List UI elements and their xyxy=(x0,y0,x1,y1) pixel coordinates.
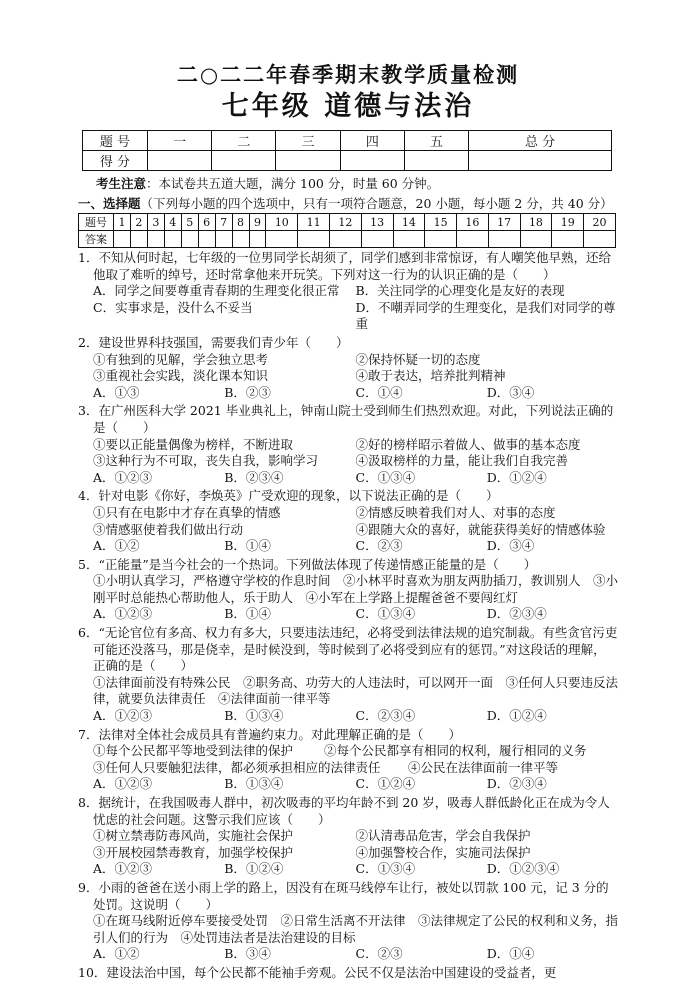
answer-number-cell: 19 xyxy=(552,214,584,231)
score-cell: 二 xyxy=(212,131,276,151)
option-c[interactable]: C．①③④ xyxy=(355,469,416,485)
option-c[interactable]: C．②③ xyxy=(355,538,403,554)
question-stem: 6．“无论官位有多高、权力有多大，只要违法违纪，必将受到法律法规的追究制裁。有些贪官污吏可能还没落马，那是侥幸，是时候没到，等时候到了必将受到应有的惩罚。”对这段话的理解，正确的是（ ） xyxy=(78,625,618,674)
statement-item: ①有独到的见解，学会独立思考 xyxy=(93,351,269,367)
answer-blank-cell[interactable] xyxy=(164,231,181,248)
answer-blank-cell[interactable] xyxy=(393,231,425,248)
answer-blank-cell[interactable] xyxy=(298,231,330,248)
statements-row xyxy=(78,760,618,777)
score-table-header-row xyxy=(83,131,612,151)
question-stem: 5．“正能量”是当今社会的一个热词。下列做法体现了传递情感正能量的是（ ） xyxy=(78,556,537,572)
statement-item: ①树立禁毒防毒风尚，实施社会保护 xyxy=(93,828,294,844)
option-d[interactable]: D．③④ xyxy=(486,384,535,400)
option-d[interactable]: D．②③④ xyxy=(486,606,547,622)
answer-number-cell: 11 xyxy=(298,214,330,231)
statement-item: ③这种行为不可取，丧失自我，影响学习 xyxy=(93,453,319,469)
answer-number-cell: 2 xyxy=(130,214,147,231)
option-d[interactable]: D．①②③④ xyxy=(486,861,560,877)
answer-blank-cell[interactable] xyxy=(249,231,266,248)
options-row xyxy=(78,861,618,878)
statement-item: ②每个公民都享有相同的权利，履行相同的义务 xyxy=(324,743,587,759)
option-b[interactable]: B．①④ xyxy=(224,606,271,622)
statement-item: ①每个公民都平等地受到法律的保护 xyxy=(93,743,294,759)
option-c[interactable]: C．①②④ xyxy=(355,776,416,792)
option-b[interactable]: B．①③④ xyxy=(224,776,284,792)
option-b[interactable]: B．关注同学的心理变化是友好的表现 xyxy=(355,283,565,299)
options-row xyxy=(78,776,618,793)
score-blank-cell[interactable] xyxy=(212,151,276,171)
score-cell: 题 号 xyxy=(83,131,148,151)
answer-blank-cell[interactable] xyxy=(215,231,232,248)
statements-row xyxy=(78,845,618,862)
option-b[interactable]: B．②③④ xyxy=(224,469,284,485)
exam-title: 二○二二年春季期末教学质量检测 xyxy=(176,62,520,87)
option-d[interactable]: D．①②④ xyxy=(486,469,547,485)
statement-item: ③任何人只要触犯法律，都必须承担相应的法律责任 xyxy=(93,759,381,775)
score-blank-cell[interactable] xyxy=(276,151,340,171)
score-cell: 一 xyxy=(148,131,212,151)
answer-header-cell: 题号 xyxy=(79,214,114,231)
answer-number-cell: 1 xyxy=(114,214,131,231)
question-1 xyxy=(78,250,618,333)
option-a[interactable]: A．①②③ xyxy=(93,861,153,877)
option-d[interactable]: D．①②④ xyxy=(486,708,547,724)
answer-number-cell: 17 xyxy=(488,214,520,231)
statements-row xyxy=(78,352,618,369)
score-table-score-row xyxy=(83,151,612,171)
statement-item: ②保持怀疑一切的态度 xyxy=(355,351,481,367)
answer-table-number-row xyxy=(79,214,616,231)
question-3 xyxy=(78,403,618,486)
option-a[interactable]: A．①② xyxy=(93,946,140,962)
answer-number-cell: 15 xyxy=(425,214,457,231)
answer-header-cell: 答案 xyxy=(79,231,114,248)
statement-item: ②好的榜样昭示着做人、做事的基本态度 xyxy=(355,436,581,452)
statement-item: ④敢于表达，培养批判精神 xyxy=(355,368,506,384)
statement-item: ③开展校园禁毒教育，加强学校保护 xyxy=(93,844,294,860)
answer-number-cell: 14 xyxy=(393,214,425,231)
answer-blank-cell[interactable] xyxy=(329,231,361,248)
statement-item: ②认清毒品危害，学会自我保护 xyxy=(355,828,531,844)
options-row xyxy=(78,708,618,725)
option-a[interactable]: A．①②③ xyxy=(93,708,153,724)
options-row xyxy=(78,283,618,300)
answer-blank-cell[interactable] xyxy=(198,231,215,248)
answer-number-cell: 3 xyxy=(147,214,164,231)
option-a[interactable]: A．①②③ xyxy=(93,776,153,792)
statement-item: ②情感反映着我们对人、对事的态度 xyxy=(355,504,556,520)
answer-blank-cell[interactable] xyxy=(584,231,616,248)
question-stem: 8．据统计，在我国吸毒人群中，初次吸毒的平均年龄不到 20 岁，吸毒人群低龄化正在成为令人忧虑的社会问题。这警示我们应该（ ） xyxy=(78,795,610,827)
score-table xyxy=(82,130,612,171)
question-5 xyxy=(78,557,618,623)
option-d[interactable]: D．③④ xyxy=(486,538,535,554)
statements-row xyxy=(78,437,618,454)
question-6 xyxy=(78,625,618,725)
answer-blank-cell[interactable] xyxy=(232,231,249,248)
option-a[interactable]: A．①②③ xyxy=(93,606,153,622)
question-stem: 3．在广州医科大学 2021 毕业典礼上，钟南山院士受到师生们热烈欢迎。对此，下列说法正确的是（ ） xyxy=(78,403,614,435)
answer-number-cell: 20 xyxy=(584,214,616,231)
score-blank-cell[interactable] xyxy=(148,151,212,171)
statement-item: ①要以正能量偶像为榜样，不断进取 xyxy=(93,436,294,452)
answer-blank-cell[interactable] xyxy=(425,231,457,248)
notice-label: 考生注意 xyxy=(96,176,147,191)
answer-blank-cell[interactable] xyxy=(181,231,198,248)
answer-number-cell: 18 xyxy=(520,214,552,231)
question-stem: 10．建设法治中国，每个公民都不能袖手旁观。公民不仅是法治中国建设的受益者，更 xyxy=(78,964,557,980)
statement-item: ④加强警校合作，实施司法保护 xyxy=(355,844,531,860)
answer-blank-cell[interactable] xyxy=(552,231,584,248)
answer-number-cell: 13 xyxy=(361,214,393,231)
answer-blank-cell[interactable] xyxy=(266,231,298,248)
statement-item: ④汲取榜样的力量，能让我们自我完善 xyxy=(355,453,569,469)
option-b[interactable]: B．①③④ xyxy=(224,708,284,724)
question-stem: 9．小雨的爸爸在送小雨上学的路上，因没有在斑马线停车让行，被处以罚款 100 元，记 3 分的处罚。这说明（ ） xyxy=(78,879,609,912)
option-b[interactable]: B．①④ xyxy=(224,538,271,554)
section-heading xyxy=(78,196,618,212)
statements-row xyxy=(78,743,618,760)
answer-number-cell: 10 xyxy=(266,214,298,231)
exam-subject-title: 七年级 道德与法治 xyxy=(221,91,475,122)
options-row xyxy=(78,470,618,487)
option-a[interactable]: A．①③ xyxy=(93,384,140,400)
option-d[interactable]: D．①④ xyxy=(486,946,535,962)
score-cell: 三 xyxy=(276,131,340,151)
answer-number-cell: 6 xyxy=(198,214,215,231)
options-row xyxy=(78,538,618,555)
answer-blank-cell[interactable] xyxy=(457,231,489,248)
statement-item: ④公民在法律面前一律平等 xyxy=(408,759,559,775)
statements-text: ①在斑马线附近停车要接受处罚 ②日常生活离不开法律 ③法律规定了公民的权利和义务，指引人们的行为 ④处罚违法者是法治建设的目标 xyxy=(93,913,619,945)
question-stem: 1．不知从何时起，七年级的一位男同学长胡须了，同学们感到非常惊讶，有人嘲笑他早熟，还给他取了难听的绰号，还时常拿他来开玩笑。下列对这一行为的认识正确的是（ ） xyxy=(78,250,611,282)
option-c[interactable]: C．①③④ xyxy=(355,861,416,877)
statement-item: ③情感驱使着我们做出行动 xyxy=(93,521,244,537)
option-b[interactable]: B．①②④ xyxy=(224,861,284,877)
section-title: 一、选择题 xyxy=(78,196,141,211)
answer-number-cell: 16 xyxy=(457,214,489,231)
score-blank-cell[interactable] xyxy=(340,151,404,171)
statements-row xyxy=(78,828,618,845)
answer-table-answer-row xyxy=(79,231,616,248)
option-a[interactable]: A．同学之间要尊重青春期的生理变化很正常 xyxy=(93,283,340,299)
answer-number-cell: 4 xyxy=(164,214,181,231)
answer-blank-cell[interactable] xyxy=(130,231,147,248)
section-description: （下列每小题的四个选项中，只有一项符合题意，20 小题，每小题 2 分，共 40 分） xyxy=(140,196,613,211)
option-d[interactable]: D．②③④ xyxy=(486,776,547,792)
answer-blank-cell[interactable] xyxy=(488,231,520,248)
answer-number-cell: 5 xyxy=(181,214,198,231)
score-cell: 四 xyxy=(340,131,404,151)
answer-blank-cell[interactable] xyxy=(114,231,131,248)
answer-number-cell: 9 xyxy=(249,214,266,231)
score-cell: 五 xyxy=(404,131,468,151)
question-2 xyxy=(78,335,618,401)
options-row xyxy=(78,385,618,402)
question-7 xyxy=(78,727,618,793)
option-c[interactable]: C．②③ xyxy=(355,946,403,962)
question-4 xyxy=(78,488,618,554)
answer-number-cell: 12 xyxy=(329,214,361,231)
option-b[interactable]: B．③④ xyxy=(224,946,271,962)
statements-row xyxy=(78,522,618,539)
answer-blank-cell[interactable] xyxy=(147,231,164,248)
options-row xyxy=(78,946,618,963)
score-blank-cell[interactable] xyxy=(404,151,468,171)
statement-item: ①只有在电影中才存在真挚的情感 xyxy=(93,504,281,520)
statements-row xyxy=(78,505,618,522)
answer-table xyxy=(78,213,616,248)
statements-text: ①法律面前没有特殊公民 ②职务高、功劳大的人违法时，可以网开一面 ③任何人只要违反法律，就要负法律责任 ④法律面前一律平等 xyxy=(93,674,619,707)
options-row xyxy=(78,606,618,623)
score-blank-cell[interactable] xyxy=(469,151,612,171)
options-row xyxy=(78,300,618,333)
option-c[interactable]: C．实事求是，没什么不妥当 xyxy=(93,299,253,315)
answer-blank-cell[interactable] xyxy=(520,231,552,248)
exam-notice xyxy=(96,175,618,192)
statement-item: ③重视社会实践，淡化课本知识 xyxy=(93,368,269,384)
statement-item: ④跟随大众的喜好，就能获得美好的情感体验 xyxy=(355,521,606,537)
notice-text: ：本试卷共五道大题，满分 100 分，时量 60 分钟。 xyxy=(146,176,440,191)
question-stem: 4．针对电影《你好，李焕英》广受欢迎的现象，以下说法正确的是（ ） xyxy=(78,488,499,504)
answer-number-cell: 7 xyxy=(215,214,232,231)
question-9 xyxy=(78,880,618,963)
statements-row xyxy=(78,453,618,470)
score-cell: 得 分 xyxy=(83,151,148,171)
question-10 xyxy=(78,965,618,982)
option-c[interactable]: C．①③④ xyxy=(355,606,416,622)
option-a[interactable]: A．①② xyxy=(93,538,140,554)
option-b[interactable]: B．②③ xyxy=(224,384,271,400)
answer-blank-cell[interactable] xyxy=(361,231,393,248)
question-stem: 7．法律对全体社会成员具有普遍约束力。对此理解正确的是（ ） xyxy=(78,726,461,742)
question-8 xyxy=(78,795,618,878)
score-cell: 总 分 xyxy=(469,131,612,151)
option-c[interactable]: C．①④ xyxy=(355,384,403,400)
question-stem: 2．建设世界科技强国，需要我们青少年（ ） xyxy=(78,334,349,350)
statements-row xyxy=(78,368,618,385)
option-a[interactable]: A．①②③ xyxy=(93,469,153,485)
answer-number-cell: 8 xyxy=(232,214,249,231)
option-c[interactable]: C．②③④ xyxy=(355,708,416,724)
option-d[interactable]: D．不嘲弄同学的生理变化，是我们对同学的尊重 xyxy=(355,299,616,332)
statements-text: ①小明认真学习，严格遵守学校的作息时间 ②小林平时喜欢为朋友两肋插刀，教训别人 ③小刚平时总能热心帮助他人，乐于助人 ④小军在上学路上提醒爸爸不要闯红灯 xyxy=(93,573,619,605)
